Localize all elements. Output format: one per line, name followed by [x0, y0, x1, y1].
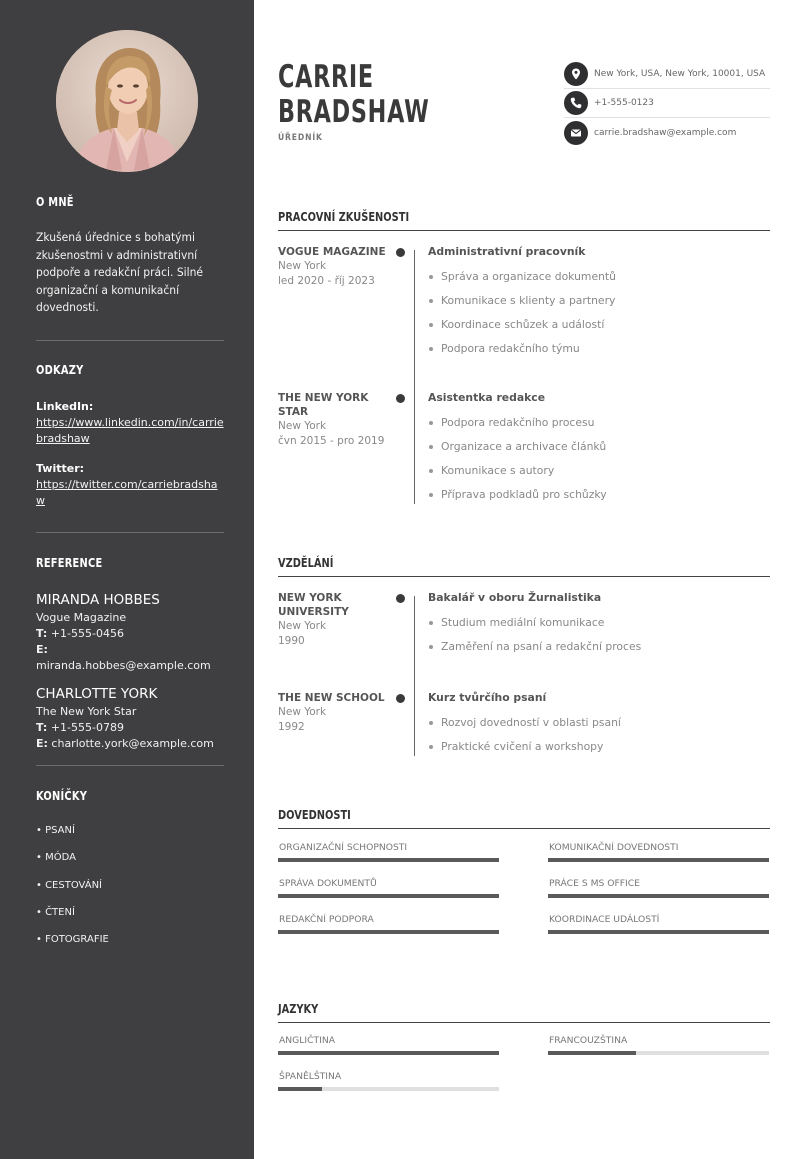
reference-phone	[36, 626, 224, 642]
language-label: FRANCOUZŠTINA	[549, 1035, 628, 1046]
reference-company: Vogue Magazine	[36, 611, 127, 624]
experience-entry	[278, 391, 770, 507]
language-bar-fill	[278, 1087, 322, 1091]
envelope-icon	[564, 121, 588, 145]
languages-heading-text: JAZYKY	[278, 1002, 319, 1016]
entry-location: New York	[278, 260, 327, 272]
skill-item	[548, 878, 769, 898]
contact-email	[564, 118, 770, 147]
entry-organization: THE NEW SCHOOL	[278, 692, 385, 704]
last-name: BRADSHAW	[278, 94, 430, 130]
language-item	[278, 1071, 499, 1091]
skills-heading	[278, 804, 770, 829]
skill-label: PRÁCE S MS OFFICE	[549, 878, 640, 889]
hobbies-section	[36, 789, 224, 960]
hobby-item: • FOTOGRAFIE	[36, 934, 109, 946]
phone-label: T:	[36, 627, 48, 640]
hobby-item: • CESTOVÁNÍ	[36, 879, 103, 891]
hobby-list	[36, 824, 224, 947]
hobby-item: • MÓDA	[36, 852, 76, 864]
contact-phone	[564, 89, 770, 118]
skill-bar-fill	[548, 930, 769, 934]
reference-email-value: charlotte.york@example.com	[51, 737, 214, 750]
entry-bullets	[428, 611, 770, 659]
entry-bullets	[428, 265, 770, 361]
experience-heading-text: PRACOVNÍ ZKUŠENOSTI	[278, 210, 410, 224]
links-section	[36, 363, 224, 509]
education-heading-text: VZDĚLÁNÍ	[278, 556, 334, 570]
entry-role: Asistentka redakce	[428, 391, 546, 404]
entry-dates: led 2020 - říj 2023	[278, 275, 375, 287]
timeline-dot	[396, 248, 405, 257]
email-label: E:	[36, 643, 48, 656]
experience-heading	[278, 206, 770, 231]
profile-photo	[56, 30, 198, 172]
skill-bar	[548, 858, 769, 862]
skill-label: SPRÁVA DOKUMENTŮ	[279, 878, 377, 889]
linkedin-label: LinkedIn:	[36, 400, 94, 413]
entry-location: New York	[278, 620, 327, 632]
skill-label: KOMUNIKAČNÍ DOVEDNOSTI	[549, 842, 679, 853]
hobby-item: • ČTENÍ	[36, 906, 75, 918]
education-entry	[278, 591, 770, 659]
sidebar-divider	[36, 340, 224, 341]
hobby-item: • PSANÍ	[36, 825, 75, 836]
bullet-item: Organizace a archivace článků	[428, 435, 770, 459]
bullet-item: Podpora redakčního týmu	[428, 337, 770, 361]
bullet-item: Správa a organizace dokumentů	[428, 265, 770, 289]
skill-label: KOORDINACE UDÁLOSTÍ	[549, 914, 660, 925]
language-bar	[278, 1051, 499, 1055]
entry-organization: VOGUE MAGAZINE	[278, 246, 386, 258]
name-block	[278, 60, 488, 143]
skill-item	[548, 914, 769, 934]
skill-bar	[278, 894, 499, 898]
twitter-link[interactable]: https://twitter.com/carriebradshaw	[36, 478, 218, 507]
entry-role: Administrativní pracovník	[428, 245, 586, 258]
skill-bar-fill	[548, 894, 769, 898]
entry-organization: NEW YORK UNIVERSITY	[278, 592, 349, 618]
skill-bar-fill	[278, 858, 499, 862]
timeline-dot	[396, 394, 405, 403]
language-bar	[278, 1087, 499, 1091]
links-heading: ODKAZY	[36, 363, 84, 377]
first-name: CARRIE	[278, 59, 374, 95]
bullet-item: Podpora redakčního procesu	[428, 411, 770, 435]
bullet-item: Koordinace schůzek a událostí	[428, 313, 770, 337]
entry-location: New York	[278, 706, 327, 718]
profile-photo-image	[56, 30, 198, 172]
about-section	[36, 195, 224, 317]
reference-company: The New York Star	[36, 705, 137, 718]
bullet-item: Rozvoj dovedností v oblasti psaní	[428, 711, 770, 735]
reference-name: CHARLOTTE YORK	[36, 686, 158, 702]
linkedin-link[interactable]: https://www.linkedin.com/in/carriebradshaw	[36, 416, 224, 445]
education-entry	[278, 691, 770, 759]
reference-phone-value: +1-555-0789	[50, 721, 124, 734]
contact-list	[564, 60, 770, 147]
language-bar-fill	[278, 1051, 499, 1055]
entry-role: Kurz tvůrčího psaní	[428, 691, 547, 704]
references-section	[36, 556, 224, 752]
entry-organization: THE NEW YORK STAR	[278, 392, 369, 418]
language-label: ANGLIČTINA	[279, 1035, 335, 1046]
language-item	[278, 1035, 499, 1055]
skill-label: REDAKČNÍ PODPORA	[279, 914, 374, 925]
reference-email	[36, 736, 224, 752]
sidebar	[0, 0, 254, 1159]
skill-bar-fill	[278, 930, 499, 934]
references-heading: REFERENCE	[36, 556, 103, 570]
bullet-item: Komunikace s autory	[428, 459, 770, 483]
contact-phone-text: +1-555-0123	[594, 98, 654, 108]
reference-phone-value: +1-555-0456	[50, 627, 124, 640]
skill-bar-fill	[278, 894, 499, 898]
about-heading: O MNĚ	[36, 195, 74, 209]
job-title: ÚŘEDNÍK	[278, 133, 323, 143]
phone-label: T:	[36, 721, 48, 734]
language-item	[548, 1035, 769, 1055]
entry-role: Bakalář v oboru Žurnalistika	[428, 591, 602, 604]
hobbies-heading: KONÍČKY	[36, 789, 88, 803]
education-heading	[278, 552, 770, 577]
bullet-item: Zaměření na psaní a redakční proces	[428, 635, 770, 659]
bullet-item: Komunikace s klienty a partnery	[428, 289, 770, 313]
skill-item	[278, 878, 499, 898]
skills-heading-text: DOVEDNOSTI	[278, 808, 351, 822]
entry-dates: 1990	[278, 635, 305, 647]
language-bar	[548, 1051, 769, 1055]
timeline-dot	[396, 694, 405, 703]
twitter-label: Twitter:	[36, 462, 85, 475]
bullet-item: Praktické cvičení a workshopy	[428, 735, 770, 759]
about-text: Zkušená úřednice s bohatými zkušenostmi v administrativní podpoře a redakční práci. Silné organizační a komunikační dovednosti.	[36, 231, 204, 314]
sidebar-divider	[36, 765, 224, 766]
languages-heading	[278, 998, 770, 1023]
skill-bar-fill	[548, 858, 769, 862]
language-label: ŠPANĚLŠTINA	[279, 1071, 342, 1082]
skill-item	[548, 842, 769, 862]
sidebar-divider	[36, 532, 224, 533]
reference-name: MIRANDA HOBBES	[36, 592, 160, 608]
language-bar-fill	[548, 1051, 636, 1055]
skill-bar	[278, 858, 499, 862]
reference-phone	[36, 720, 224, 736]
timeline-dot	[396, 594, 405, 603]
entry-bullets	[428, 711, 770, 759]
bullet-item: Studium mediální komunikace	[428, 611, 770, 635]
reference-email-value: miranda.hobbes@example.com	[36, 659, 211, 672]
skill-item	[278, 914, 499, 934]
contact-address-text: New York, USA, New York, 10001, USA	[594, 69, 766, 79]
bullet-item: Příprava podkladů pro schůzky	[428, 483, 770, 507]
experience-entry	[278, 245, 770, 361]
reference-email	[36, 642, 224, 674]
contact-address	[564, 60, 770, 89]
entry-dates: čvn 2015 - pro 2019	[278, 435, 385, 447]
skill-item	[278, 842, 499, 862]
entry-dates: 1992	[278, 721, 305, 733]
email-label: E:	[36, 737, 48, 750]
skill-bar	[278, 930, 499, 934]
contact-email-text: carrie.bradshaw@example.com	[594, 127, 737, 138]
skill-label: ORGANIZAČNÍ SCHOPNOSTI	[279, 842, 408, 853]
skill-bar	[548, 930, 769, 934]
skill-bar	[548, 894, 769, 898]
phone-icon	[564, 91, 588, 115]
location-pin-icon	[564, 62, 588, 86]
entry-bullets	[428, 411, 770, 507]
entry-location: New York	[278, 420, 327, 432]
